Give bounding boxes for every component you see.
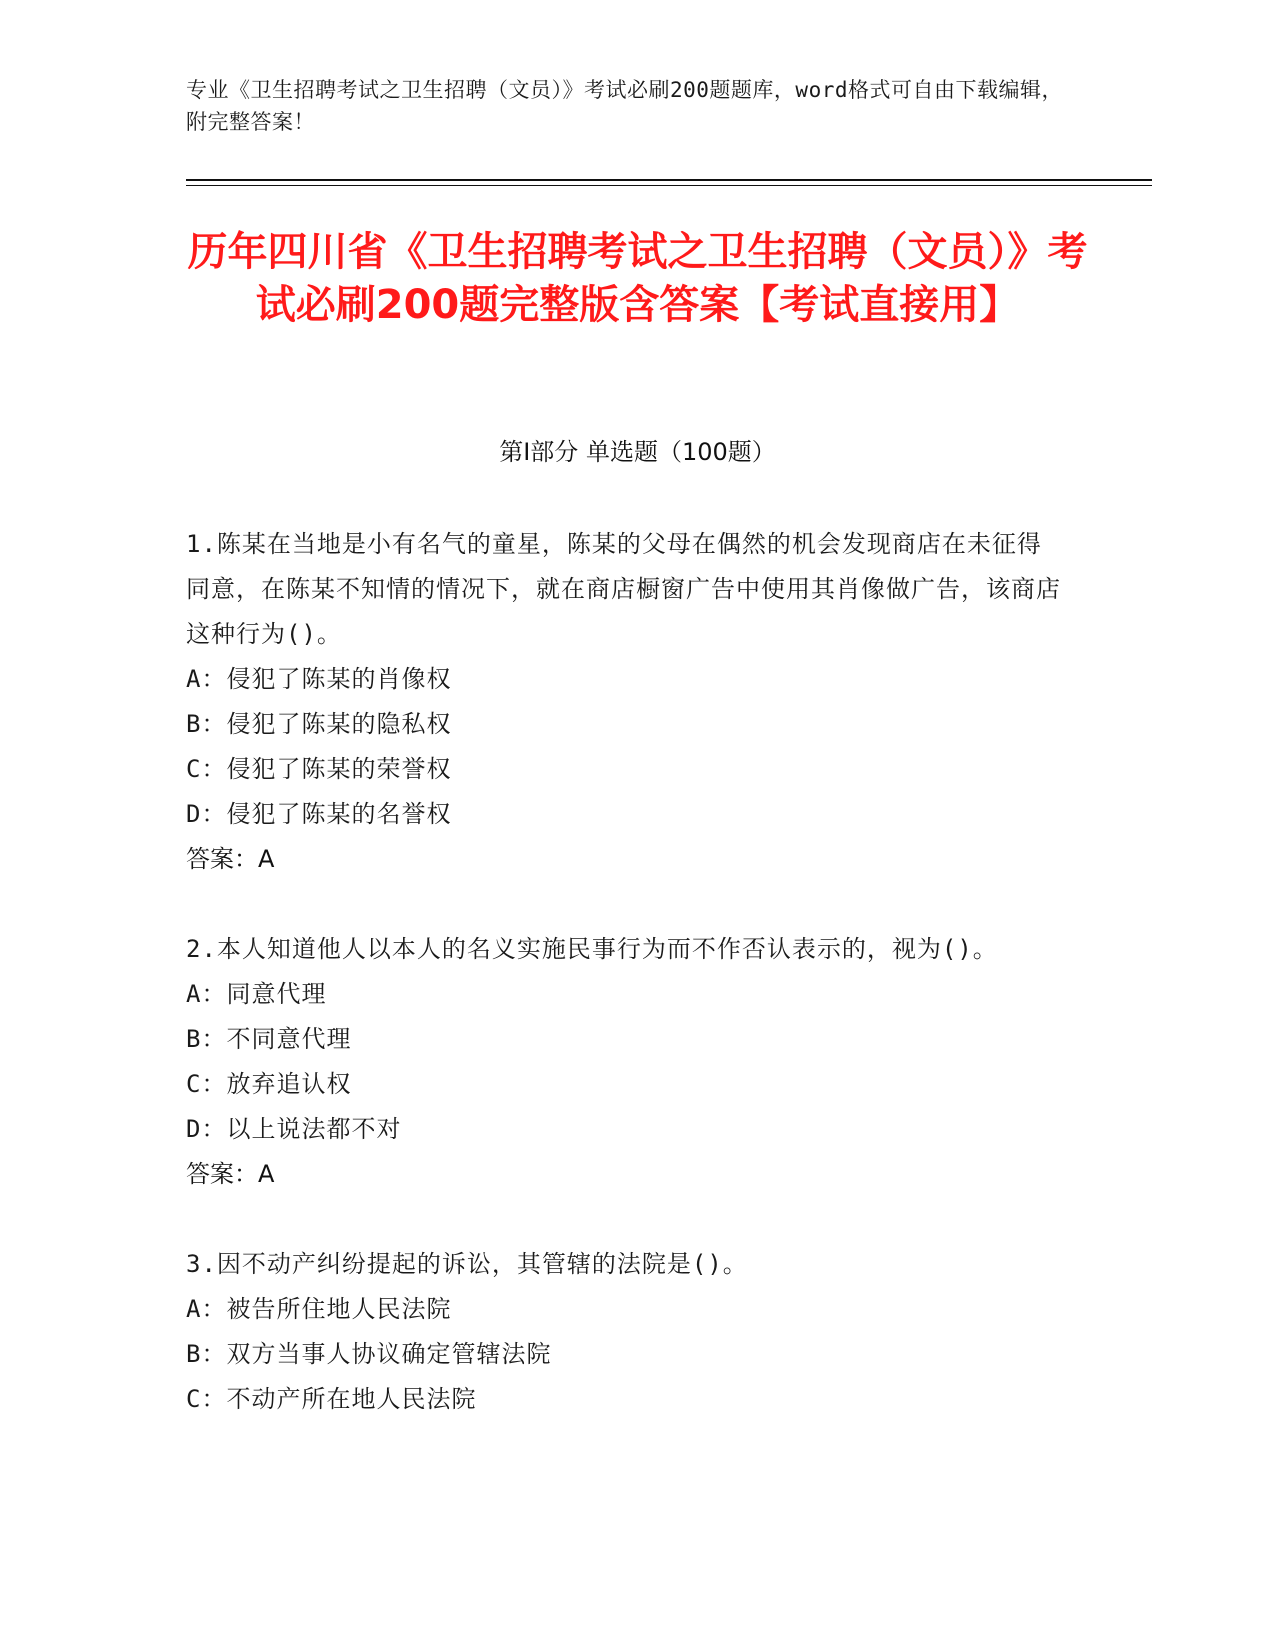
option-c: C：侵犯了陈某的荣誉权 [186, 755, 452, 783]
option-d: D：侵犯了陈某的名誉权 [186, 800, 452, 828]
section-title: 第Ⅰ部分 单选题（100题） [499, 438, 776, 466]
question-list [186, 522, 1066, 1467]
option-c: C：放弃追认权 [186, 1070, 352, 1098]
option-d: D：以上说法都不对 [186, 1115, 402, 1143]
document-title: 历年四川省《卫生招聘考试之卫生招聘（文员）》考试必刷200题完整版含答案【考试直接用】 [187, 229, 1088, 328]
question-stem: 1.陈某在当地是小有名气的童星，陈某的父母在偶然的机会发现商店在未征得同意，在陈某不知情的情况下，就在商店橱窗广告中使用其肖像做广告，该商店这种行为()。 [186, 530, 1061, 648]
question-stem: 2.本人知道他人以本人的名义实施民事行为而不作否认表示的，视为()。 [186, 935, 998, 963]
answer: 答案：A [186, 1160, 275, 1188]
option-b: B：不同意代理 [186, 1025, 352, 1053]
answer: 答案：A [186, 845, 275, 873]
option-b: B：双方当事人协议确定管辖法院 [186, 1340, 552, 1368]
question-2 [186, 927, 1066, 1197]
option-a: A：被告所住地人民法院 [186, 1295, 452, 1323]
question-1 [186, 522, 1066, 882]
question-3 [186, 1242, 1066, 1422]
option-a: A：同意代理 [186, 980, 327, 1008]
header-rule-thin [186, 185, 1152, 186]
question-stem: 3.因不动产纠纷提起的诉讼，其管辖的法院是()。 [186, 1250, 748, 1278]
option-b: B：侵犯了陈某的隐私权 [186, 710, 452, 738]
option-c: C：不动产所在地人民法院 [186, 1385, 477, 1413]
option-a: A：侵犯了陈某的肖像权 [186, 665, 452, 693]
header-rule-thick [186, 179, 1152, 181]
header-note: 专业《卫生招聘考试之卫生招聘（文员）》考试必刷200题题库，word格式可自由下载编辑，附完整答案！ [186, 78, 1063, 134]
